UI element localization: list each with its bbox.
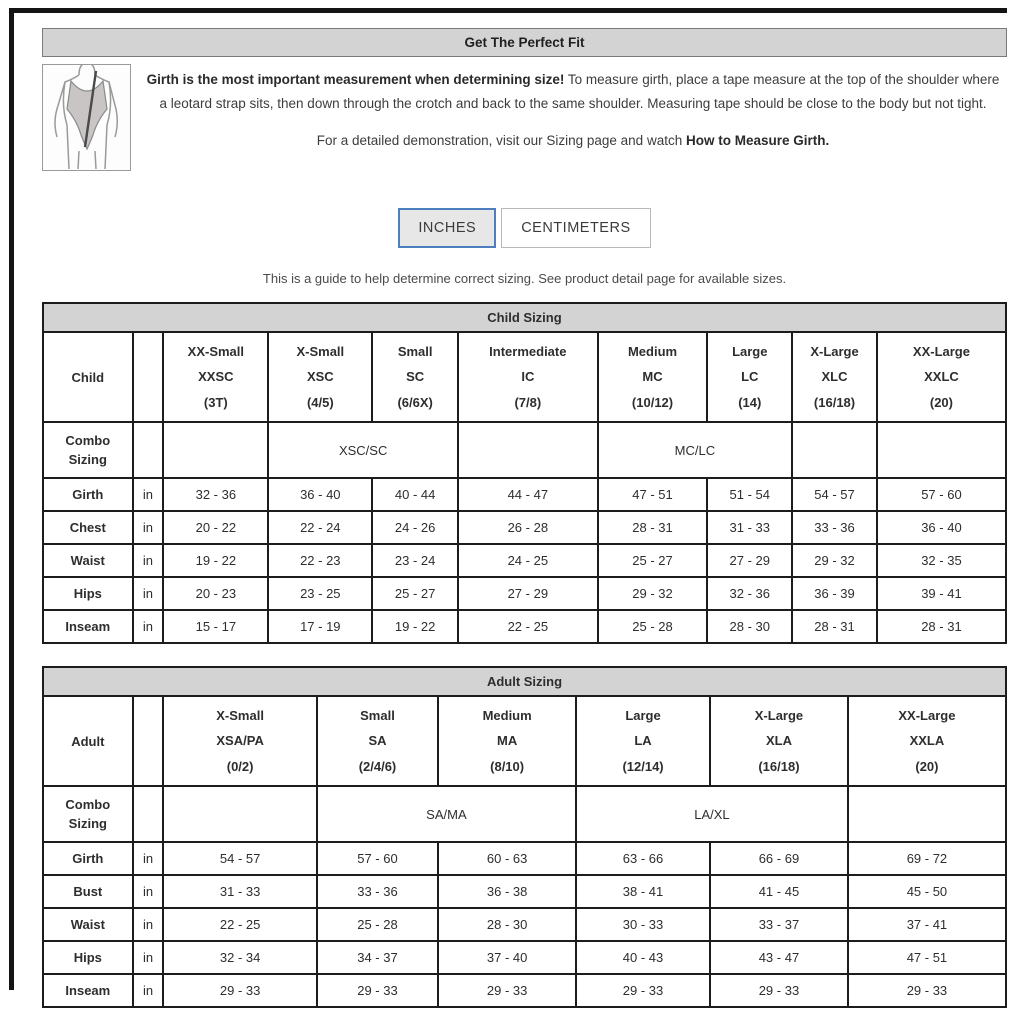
- size-value-cell: 29 - 32: [792, 544, 877, 577]
- size-value-cell: 37 - 41: [848, 908, 1006, 941]
- size-value-cell: 23 - 25: [268, 577, 372, 610]
- size-value-cell: 47 - 51: [598, 478, 708, 511]
- size-value-cell: 69 - 72: [848, 842, 1006, 875]
- demo-prefix-text: For a detailed demonstration, visit our Sizing page and watch: [316, 133, 686, 149]
- size-value-cell: 22 - 25: [163, 908, 316, 941]
- measurement-label: Hips: [43, 577, 133, 610]
- size-value-cell: 30 - 33: [576, 908, 710, 941]
- unit-cell: in: [133, 941, 164, 974]
- size-value-cell: 36 - 40: [877, 511, 1006, 544]
- size-column-header: X-Small XSA/PA (0/2): [163, 696, 316, 786]
- size-value-cell: 28 - 31: [877, 610, 1006, 643]
- table-corner-label: Child: [43, 332, 133, 422]
- size-column-header: Large LC (14): [707, 332, 792, 422]
- size-value-cell: 39 - 41: [877, 577, 1006, 610]
- size-column-header: X-Small XSC (4/5): [268, 332, 372, 422]
- combo-cell: LA/XL: [576, 786, 848, 842]
- unit-header-cell: [133, 696, 164, 786]
- combo-sizing-label: Combo Sizing: [43, 786, 133, 842]
- combo-cell: [877, 422, 1006, 478]
- size-column-header: Medium MC (10/12): [598, 332, 708, 422]
- size-value-cell: 54 - 57: [163, 842, 316, 875]
- size-column-header: XX-Small XXSC (3T): [163, 332, 268, 422]
- size-value-cell: 27 - 29: [458, 577, 598, 610]
- size-value-cell: 44 - 47: [458, 478, 598, 511]
- table-corner-label: Adult: [43, 696, 133, 786]
- size-column-header: Small SA (2/4/6): [317, 696, 438, 786]
- intro-paragraph: [131, 64, 1007, 171]
- size-value-cell: 57 - 60: [317, 842, 438, 875]
- size-value-cell: 27 - 29: [707, 544, 792, 577]
- measurement-label: Inseam: [43, 974, 133, 1007]
- combo-cell: SA/MA: [317, 786, 576, 842]
- size-column-header: X-Large XLC (16/18): [792, 332, 877, 422]
- size-value-cell: 26 - 28: [458, 511, 598, 544]
- leotard-figure-image: [42, 64, 131, 171]
- size-column-header: Large LA (12/14): [576, 696, 710, 786]
- size-value-cell: 29 - 33: [317, 974, 438, 1007]
- size-value-cell: 17 - 19: [268, 610, 372, 643]
- combo-cell: [163, 786, 316, 842]
- measurement-label: Hips: [43, 941, 133, 974]
- size-value-cell: 24 - 26: [372, 511, 458, 544]
- combo-sizing-label: Combo Sizing: [43, 422, 133, 478]
- size-value-cell: 25 - 28: [598, 610, 708, 643]
- combo-cell: MC/LC: [598, 422, 793, 478]
- size-value-cell: 40 - 43: [576, 941, 710, 974]
- intro-bold-lead: Girth is the most important measurement when determining size!: [146, 72, 565, 87]
- size-value-cell: 33 - 37: [710, 908, 848, 941]
- size-value-cell: 28 - 31: [792, 610, 877, 643]
- size-value-cell: 32 - 36: [163, 478, 268, 511]
- unit-cell: in: [133, 842, 164, 875]
- unit-header-cell: [133, 332, 164, 422]
- size-value-cell: 41 - 45: [710, 875, 848, 908]
- size-value-cell: 33 - 36: [317, 875, 438, 908]
- girth-instructions: [141, 68, 1005, 115]
- combo-unit-cell: [133, 422, 164, 478]
- leotard-girth-icon: [43, 65, 130, 170]
- size-value-cell: 25 - 27: [598, 544, 708, 577]
- size-value-cell: 25 - 27: [372, 577, 458, 610]
- page-title: Get The Perfect Fit: [42, 28, 1007, 57]
- unit-cell: in: [133, 908, 164, 941]
- size-column-header: XX-Large XXLC (20): [877, 332, 1006, 422]
- size-value-cell: 37 - 40: [438, 941, 576, 974]
- unit-cell: in: [133, 974, 164, 1007]
- size-value-cell: 28 - 31: [598, 511, 708, 544]
- size-value-cell: 57 - 60: [877, 478, 1006, 511]
- size-value-cell: 66 - 69: [710, 842, 848, 875]
- combo-cell: [163, 422, 268, 478]
- unit-cell: in: [133, 511, 164, 544]
- size-column-header: XX-Large XXLA (20): [848, 696, 1006, 786]
- size-value-cell: 38 - 41: [576, 875, 710, 908]
- size-value-cell: 31 - 33: [707, 511, 792, 544]
- size-value-cell: 20 - 22: [163, 511, 268, 544]
- measurement-label: Waist: [43, 908, 133, 941]
- unit-cell: in: [133, 478, 164, 511]
- demo-bold-text: How to Measure Girth.: [685, 133, 830, 149]
- combo-cell: XSC/SC: [268, 422, 458, 478]
- intro-body-text: To measure girth, place a tape measure at the top of the shoulder where a leotard strap sits, then down through the crotch and back to the same shoulder. Measuring tape should be close to the body but not tight.: [159, 72, 1000, 111]
- size-value-cell: 28 - 30: [438, 908, 576, 941]
- size-value-cell: 34 - 37: [317, 941, 438, 974]
- page-border-left: [9, 8, 14, 990]
- size-value-cell: 22 - 24: [268, 511, 372, 544]
- unit-cell: in: [133, 610, 164, 643]
- size-value-cell: 51 - 54: [707, 478, 792, 511]
- size-value-cell: 29 - 33: [710, 974, 848, 1007]
- size-value-cell: 29 - 33: [576, 974, 710, 1007]
- size-value-cell: 29 - 33: [438, 974, 576, 1007]
- size-value-cell: 36 - 38: [438, 875, 576, 908]
- measurement-label: Waist: [43, 544, 133, 577]
- size-value-cell: 36 - 39: [792, 577, 877, 610]
- measurement-label: Bust: [43, 875, 133, 908]
- size-value-cell: 36 - 40: [268, 478, 372, 511]
- size-value-cell: 15 - 17: [163, 610, 268, 643]
- size-value-cell: 40 - 44: [372, 478, 458, 511]
- size-column-header: Medium MA (8/10): [438, 696, 576, 786]
- adult-sizing-table: [42, 666, 1007, 1008]
- measurement-label: Girth: [43, 842, 133, 875]
- combo-cell: [458, 422, 598, 478]
- unit-cell: in: [133, 577, 164, 610]
- size-value-cell: 45 - 50: [848, 875, 1006, 908]
- size-value-cell: 25 - 28: [317, 908, 438, 941]
- unit-toggle: [42, 208, 1007, 248]
- size-value-cell: 43 - 47: [710, 941, 848, 974]
- size-value-cell: 63 - 66: [576, 842, 710, 875]
- size-column-header: Small SC (6/6X): [372, 332, 458, 422]
- size-value-cell: 22 - 23: [268, 544, 372, 577]
- size-value-cell: 29 - 33: [848, 974, 1006, 1007]
- size-value-cell: 23 - 24: [372, 544, 458, 577]
- page-border-top: [9, 8, 1007, 13]
- size-value-cell: 32 - 34: [163, 941, 316, 974]
- combo-unit-cell: [133, 786, 164, 842]
- size-column-header: X-Large XLA (16/18): [710, 696, 848, 786]
- combo-cell: [848, 786, 1006, 842]
- unit-cell: in: [133, 875, 164, 908]
- size-value-cell: 29 - 33: [163, 974, 316, 1007]
- centimeters-button[interactable]: CENTIMETERS: [501, 208, 650, 248]
- combo-cell: [792, 422, 877, 478]
- intro-section: [42, 64, 1007, 171]
- size-value-cell: 33 - 36: [792, 511, 877, 544]
- size-value-cell: 32 - 35: [877, 544, 1006, 577]
- size-value-cell: 54 - 57: [792, 478, 877, 511]
- child-sizing-table: [42, 302, 1007, 644]
- size-value-cell: 60 - 63: [438, 842, 576, 875]
- sizing-guide-note: This is a guide to help determine correct sizing. See product detail page for available sizes.: [262, 271, 787, 286]
- measurement-label: Inseam: [43, 610, 133, 643]
- table-title: Child Sizing: [43, 303, 1006, 332]
- size-value-cell: 47 - 51: [848, 941, 1006, 974]
- measurement-label: Chest: [43, 511, 133, 544]
- inches-button[interactable]: INCHES: [398, 208, 496, 248]
- size-value-cell: 22 - 25: [458, 610, 598, 643]
- size-value-cell: 32 - 36: [707, 577, 792, 610]
- table-title: Adult Sizing: [43, 667, 1006, 696]
- size-value-cell: 24 - 25: [458, 544, 598, 577]
- size-value-cell: 28 - 30: [707, 610, 792, 643]
- size-value-cell: 31 - 33: [163, 875, 316, 908]
- size-guide-page: [42, 28, 1007, 1008]
- size-value-cell: 19 - 22: [372, 610, 458, 643]
- measurement-label: Girth: [43, 478, 133, 511]
- size-column-header: Intermediate IC (7/8): [458, 332, 598, 422]
- size-value-cell: 29 - 32: [598, 577, 708, 610]
- unit-cell: in: [133, 544, 164, 577]
- size-value-cell: 19 - 22: [163, 544, 268, 577]
- demo-line: [141, 129, 1005, 153]
- size-value-cell: 20 - 23: [163, 577, 268, 610]
